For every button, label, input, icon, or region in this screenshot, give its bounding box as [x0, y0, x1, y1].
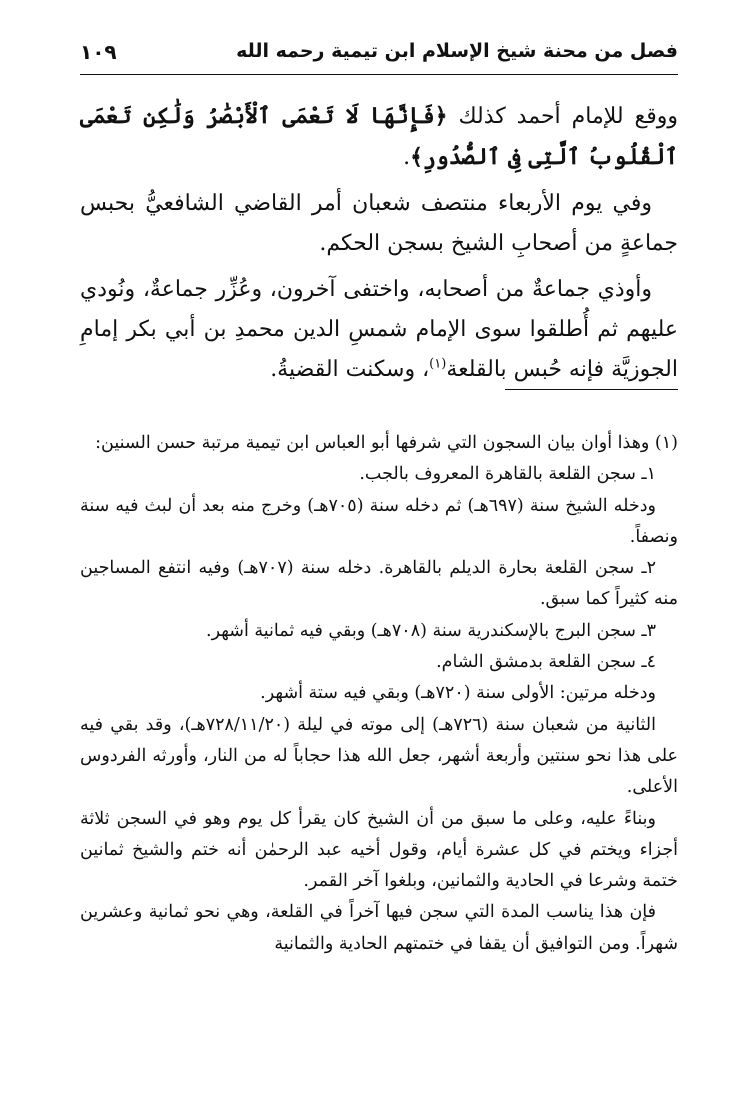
quran-verse: ﴿فَإِنَّهَا لَا تَعْمَى ٱلْأَبْصَٰرُ وَلَٰكِن تَعْمَى ٱلْقُلُوبُ ٱلَّتِى فِى ٱلصُّدُورِ﴾: [80, 103, 678, 170]
footnote-separator: [505, 389, 678, 390]
footnote-line: ودخله الشيخ سنة (٦٩٧هـ) ثم دخله سنة (٧٠٥هـ) وخرج منه بعد أن لبث فيه سنة ونصفاً.: [80, 495, 678, 547]
footnote-line: ٤ـ سجن القلعة بدمشق الشام.: [436, 652, 656, 673]
paragraph-3-text-b: ، وسكنت القضيةُ.: [270, 357, 430, 382]
page-number: ١٠٩: [80, 40, 117, 64]
footnote-line: الثانية من شعبان سنة (٧٢٦هـ) إلى موته في ليلة (٧٢٨/١١/٢٠هـ)، وقد بقي فيه على هذا نحو سنتين وأربعة أشهر، جعل الله هذا حجاباً له من النار، وأورثه الفردوس الأعلى.: [80, 714, 678, 798]
footnote-1: (١) وهذا أوان بيان السجون التي شرفها أبو العباس ابن تيمية مرتبة حسن السنين:: [95, 433, 678, 453]
footnote-line: ١ـ سجن القلعة بالقاهرة المعروف بالجب.: [359, 464, 656, 485]
paragraph-3-text-a: وأوذي جماعةٌ من أصحابه، واختفى آخرون، وعُزِّر جماعةٌ، ونُودي عليهم ثم أُطلقوا سوى الإمام شمسِ الدين محمدِ بن أبي بكر إمامِ الجوزيَّة فإنه حُبس بالقلعة: [80, 277, 679, 382]
paragraph-3: [80, 270, 678, 390]
paragraph-1-end: .: [403, 145, 411, 170]
running-title: فصل من محنة شيخ الإسلام ابن تيمية رحمه الله: [236, 40, 678, 62]
footnote-line: فإن هذا يناسب المدة التي سجن فيها آخراً في القلعة، وهي نحو ثمانية وعشرين شهراً. ومن التوافيق أن يقفا في ختمتهم الحادية والثمانية: [80, 902, 678, 954]
paragraph-1: [80, 96, 678, 178]
main-text: [80, 96, 678, 396]
footnote-ref: (١): [429, 356, 447, 372]
paragraph-1-text: ووقع للإمام أحمد كذلك: [447, 104, 678, 129]
footnotes: [80, 428, 678, 960]
footnote-line: ودخله مرتين: الأولى سنة (٧٢٠هـ) وبقي فيه ستة أشهر.: [260, 683, 656, 704]
paragraph-2: وفي يوم الأربعاء منتصف شعبان أمر القاضي الشافعيُّ بحبس جماعةٍ من أصحابِ الشيخ بسجن الحكم.: [80, 191, 678, 256]
footnote-line: ٣ـ سجن البرج بالإسكندرية سنة (٧٠٨هـ) وبقي فيه ثمانية أشهر.: [206, 620, 656, 641]
running-header: [80, 34, 678, 75]
footnote-line: وبناءً عليه، وعلى ما سبق من أن الشيخ كان يقرأ كل يوم وهو في السجن ثلاثة أجزاء ويختم في كل عشرة أيام، وقول أخيه عبد الرحمٰن أنه ختم والشيخ ثمانين ختمة وشرعا في الحادية والثمانين، وبلغوا آخر القمر.: [80, 808, 678, 892]
footnote-line: ٢ـ سجن القلعة بحارة الديلم بالقاهرة. دخله سنة (٧٠٧هـ) وفيه انتفع المساجين منه كثيراً كما سبق.: [80, 558, 678, 610]
